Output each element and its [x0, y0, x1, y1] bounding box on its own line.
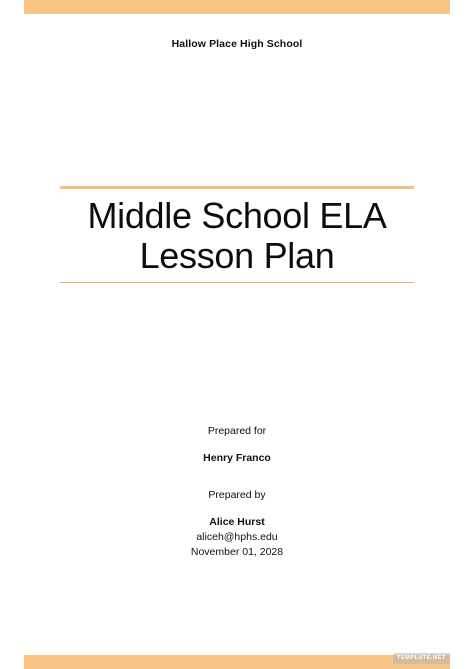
prepared-by-name: Alice Hurst	[209, 516, 265, 528]
title-bottom-rule	[60, 282, 414, 283]
prepared-for-label: Prepared for	[207, 425, 267, 437]
top-accent-band	[24, 0, 450, 14]
prepared-for-name: Henry Franco	[203, 452, 271, 464]
school-name: Hallow Place High School	[171, 38, 303, 50]
document-date: November 01, 2028	[190, 546, 284, 558]
template-watermark: TEMPLATE.NET	[393, 653, 450, 664]
bottom-accent-band	[24, 655, 450, 669]
document-title	[60, 196, 414, 276]
prepared-by-email: aliceh@hphs.edu	[196, 531, 278, 543]
title-line-1: Middle School ELA	[87, 195, 387, 236]
prepared-by-label: Prepared by	[208, 489, 266, 501]
title-top-rule	[60, 186, 414, 189]
title-line-2: Lesson Plan	[139, 235, 335, 276]
